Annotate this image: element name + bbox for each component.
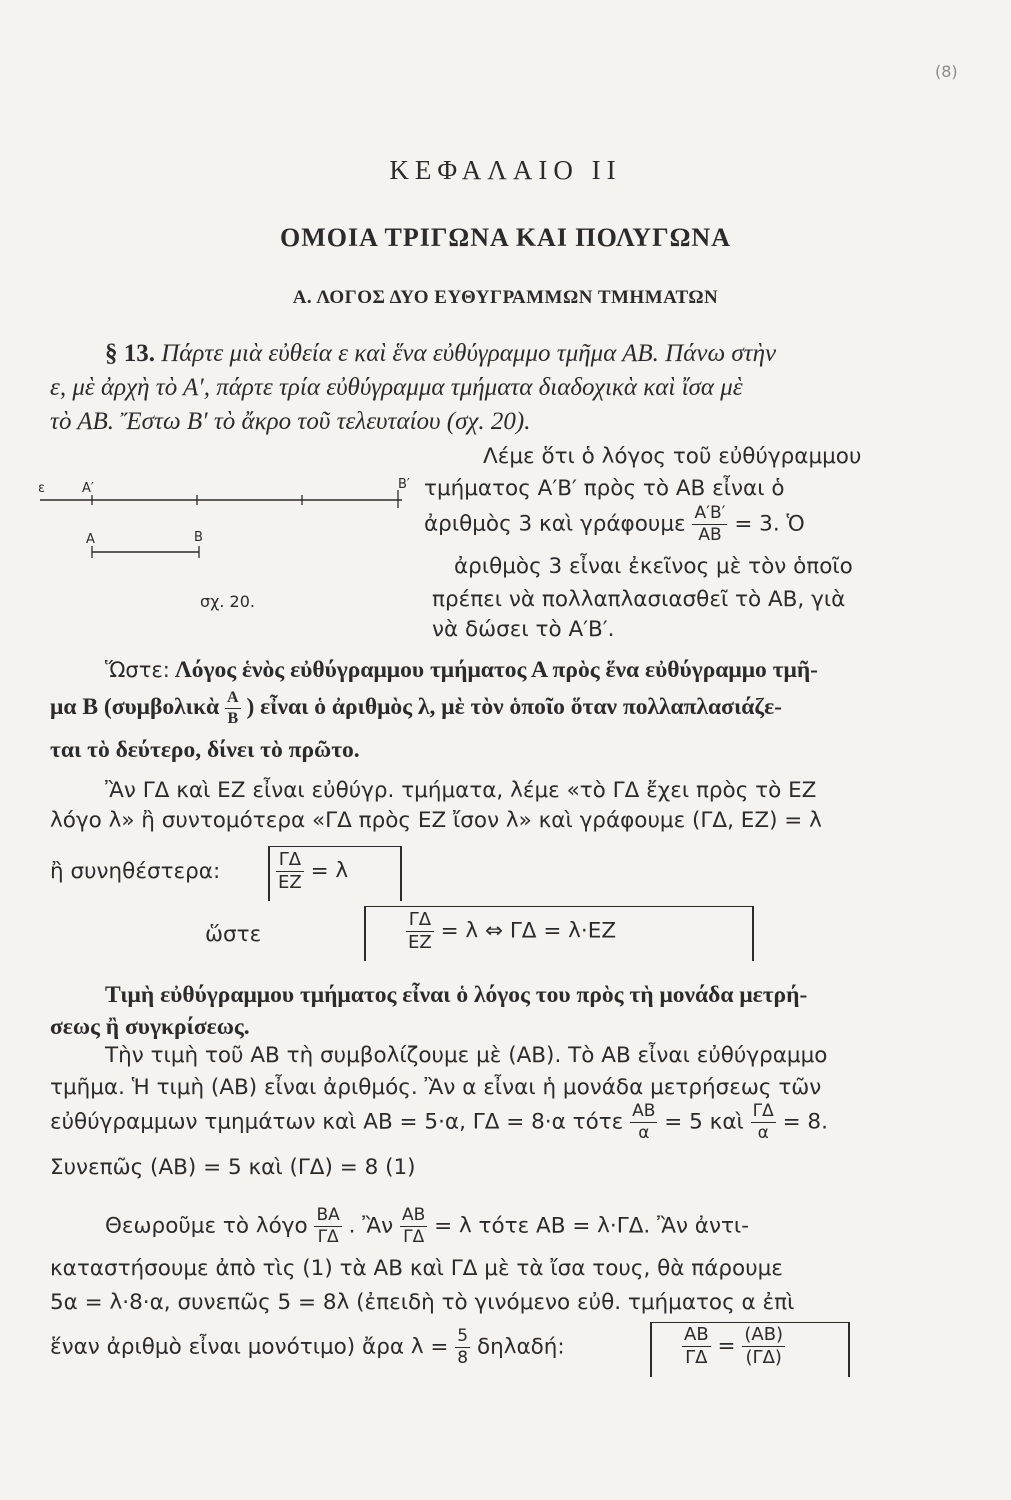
final-fraction-2 [400, 1207, 427, 1246]
value-f1-num: ΑΒ [632, 1101, 656, 1121]
value-fraction-1 [630, 1103, 657, 1142]
box3-den1: ΓΔ [685, 1347, 708, 1368]
def1-line3: ται τὸ δεύτερο, δίνει τὸ πρῶτο. [50, 737, 360, 763]
def1-text2a: μα Β (συμβολικὰ [50, 693, 220, 720]
box2-fraction [406, 911, 434, 952]
value-f1-den: α [638, 1123, 650, 1143]
value-line2: τμῆμα. Ἡ τιμὴ (ΑΒ) εἶναι ἀριθμός. Ἂν α εἶναι ἡ μονάδα μετρήσεως τῶν [50, 1075, 822, 1100]
box3-fraction-1 [682, 1326, 711, 1367]
def1-text1: Λόγος ἑνὸς εὐθύγραμμου τμήματος Α πρὸς ἕνα εὐθύγραμμο τμῆ- [174, 657, 819, 683]
formula-box-3 [650, 1322, 850, 1377]
box2-rhs: = λ ⇔ ΓΔ = λ·ΕΖ [440, 918, 617, 944]
value-line3c: = 8. [782, 1109, 828, 1135]
right-line6: νὰ δώσει τὸ Α′Β′. [432, 617, 615, 642]
final-line3: 5α = λ·8·α, συνεπῶς 5 = 8λ (ἐπειδὴ τὸ γινόμενο εὐθ. τμήματος α ἐπὶ [50, 1290, 795, 1315]
value-line3a: εὐθύγραμμων τμημάτων καὶ ΑΒ = 5·α, ΓΔ = 8·α τότε [50, 1109, 624, 1135]
box1-formula [276, 851, 348, 892]
box2-num: ΓΔ [406, 911, 434, 932]
notation-line3: ἢ συνηθέστερα: [50, 859, 221, 884]
page-number: (8) [935, 62, 958, 81]
final-line4b: δηλαδή: [476, 1334, 565, 1360]
right-line3-text: ἀριθμὸς 3 καὶ γράφουμε [424, 511, 686, 537]
right-line4: ἀριθμὸς 3 εἶναι ἐκεῖνος μὲ τὸν ὁποῖο [454, 554, 853, 579]
box1-fraction [276, 851, 304, 892]
label-b: Β [194, 530, 203, 545]
final-f3-den: 8 [457, 1348, 469, 1368]
final-line2: καταστήσουμε ἀπὸ τὶς (1) τὰ ΑΒ καὶ ΓΔ μὲ τὰ ἴσα τους, θὰ πάρουμε [50, 1256, 783, 1281]
final-line1b: . Ἂν [348, 1213, 394, 1239]
value-f2-den: α [757, 1123, 769, 1143]
final-f2-den: ΓΔ [403, 1227, 425, 1247]
def1-line1 [105, 657, 818, 684]
label-e: ε [38, 481, 46, 496]
para13-line2: ε, μὲ ἀρχὴ τὸ Α′, πάρτε τρία εὐθύγραμμα τμήματα διαδοχικὰ καὶ ἴσα μὲ [50, 374, 743, 401]
para13-mark: § 13. [105, 340, 155, 367]
final-line1 [105, 1207, 749, 1246]
right-line5: πρέπει νὰ πολλαπλασιασθεῖ τὸ ΑΒ, γιὰ [432, 587, 846, 612]
def2-line2: σεως ἢ συγκρίσεως. [50, 1014, 250, 1040]
value-fraction-2 [751, 1103, 776, 1142]
def2-line1: Τιμὴ εὐθύγραμμου τμήματος εἶναι ὁ λόγος του πρὸς τὴ μονάδα μετρή- [105, 982, 808, 1008]
final-fraction-3 [455, 1328, 470, 1367]
def1-lead: Ὥστε: [105, 658, 170, 682]
box1-num: ΓΔ [276, 851, 304, 872]
value-line1: Τὴν τιμὴ τοῦ ΑΒ τὴ συμβολίζουμε μὲ (ΑΒ). Τὸ ΑΒ εἶναι εὐθύγραμμο [105, 1043, 828, 1068]
box2-formula [406, 911, 616, 952]
section-title: Α. ΛΟΓΟΣ ΔΥΟ ΕΥΘΥΓΡΑΜΜΩΝ ΤΜΗΜΑΤΩΝ [292, 287, 719, 308]
right-line3 [424, 505, 805, 544]
box1-rhs: = λ [310, 858, 349, 884]
box3-fraction-2 [742, 1326, 785, 1367]
value-line3 [50, 1103, 828, 1142]
ratio-num: Α′Β′ [694, 503, 726, 523]
final-line4 [50, 1328, 565, 1367]
box3-num2: (ΑΒ) [744, 1324, 784, 1345]
final-line4a: ἕναν ἀριθμὸ εἶναι μονότιμο) ἄρα λ = [50, 1334, 449, 1360]
box1-den: ΕΖ [278, 872, 302, 893]
notation-line4: ὥστε [205, 922, 262, 947]
chapter-subtitle: ΟΜΟΙΑ ΤΡΙΓΩΝΑ ΚΑΙ ΠΟΛΥΓΩΝΑ [280, 223, 731, 252]
def1-frac-den: Β [227, 710, 239, 727]
def1-frac-num: Α [225, 690, 241, 709]
final-f1-den: ΓΔ [317, 1227, 339, 1247]
chapter-title: ΚΕΦΑΛΑΙΟ ΙΙ [389, 155, 622, 185]
ratio-den: ΑΒ [698, 525, 722, 545]
label-b-prime: Β′ [398, 477, 410, 492]
box3-num1: ΑΒ [684, 1324, 709, 1345]
box3-den2: (ΓΔ) [745, 1347, 782, 1368]
para13-text1: Πάρτε μιὰ εὐθεία ε καὶ ἕνα εὐθύγραμμο τμῆμα ΑΒ. Πάνω στὴν [161, 340, 777, 367]
para13-line3: τὸ ΑΒ. Ἔστω Β′ τὸ ἄκρο τοῦ τελευταίου (σχ. 20). [50, 408, 531, 435]
final-line1c: = λ τότε ΑΒ = λ·ΓΔ. Ἂν ἀντι- [434, 1213, 749, 1239]
formula-box-2 [364, 906, 754, 961]
right-line3-end: = 3. Ὁ [734, 511, 805, 537]
box2-den: ΕΖ [408, 932, 432, 953]
value-line3b: = 5 καὶ [664, 1109, 744, 1135]
para13-line1 [105, 340, 776, 368]
def1-fraction [225, 690, 241, 727]
final-f3-num: 5 [457, 1326, 469, 1346]
final-f2-num: ΑΒ [402, 1205, 426, 1225]
final-f1-num: ΒΑ [316, 1205, 340, 1225]
notation-line2: λόγο λ» ἢ συντομότερα «ΓΔ πρὸς ΕΖ ἴσον λ» καὶ γράφουμε (ΓΔ, ΕΖ) = λ [50, 808, 822, 833]
figure-caption: σχ. 20. [200, 592, 255, 611]
figure-20 [40, 470, 420, 570]
right-line2: τμήματος Α′Β′ πρὸς τὸ ΑΒ εἶναι ὁ [424, 476, 785, 501]
right-line1: Λέμε ὅτι ὁ λόγος τοῦ εὐθύγραμμου [483, 444, 862, 469]
value-f2-num: ΓΔ [752, 1101, 774, 1121]
notation-line1: Ἂν ΓΔ καὶ ΕΖ εἶναι εὐθύγρ. τμήματα, λέμε «τὸ ΓΔ ἔχει πρὸς τὸ ΕΖ [105, 778, 817, 803]
label-a: Α [86, 532, 95, 547]
ratio-fraction [692, 505, 727, 544]
formula-box-1 [268, 846, 402, 901]
final-fraction-1 [314, 1207, 341, 1246]
box3-eq: = [717, 1333, 736, 1359]
def1-text2b: ) εἶναι ὁ ἀριθμὸς λ, μὲ τὸν ὁποῖο ὅταν πολλαπλασιάζε- [246, 693, 782, 720]
box3-formula [682, 1326, 785, 1367]
value-line4: Συνεπῶς (ΑΒ) = 5 καὶ (ΓΔ) = 8 (1) [50, 1155, 416, 1180]
final-line1a: Θεωροῦμε τὸ λόγο [105, 1213, 308, 1239]
def1-line2 [50, 690, 782, 727]
label-a-prime: Α′ [82, 481, 94, 496]
